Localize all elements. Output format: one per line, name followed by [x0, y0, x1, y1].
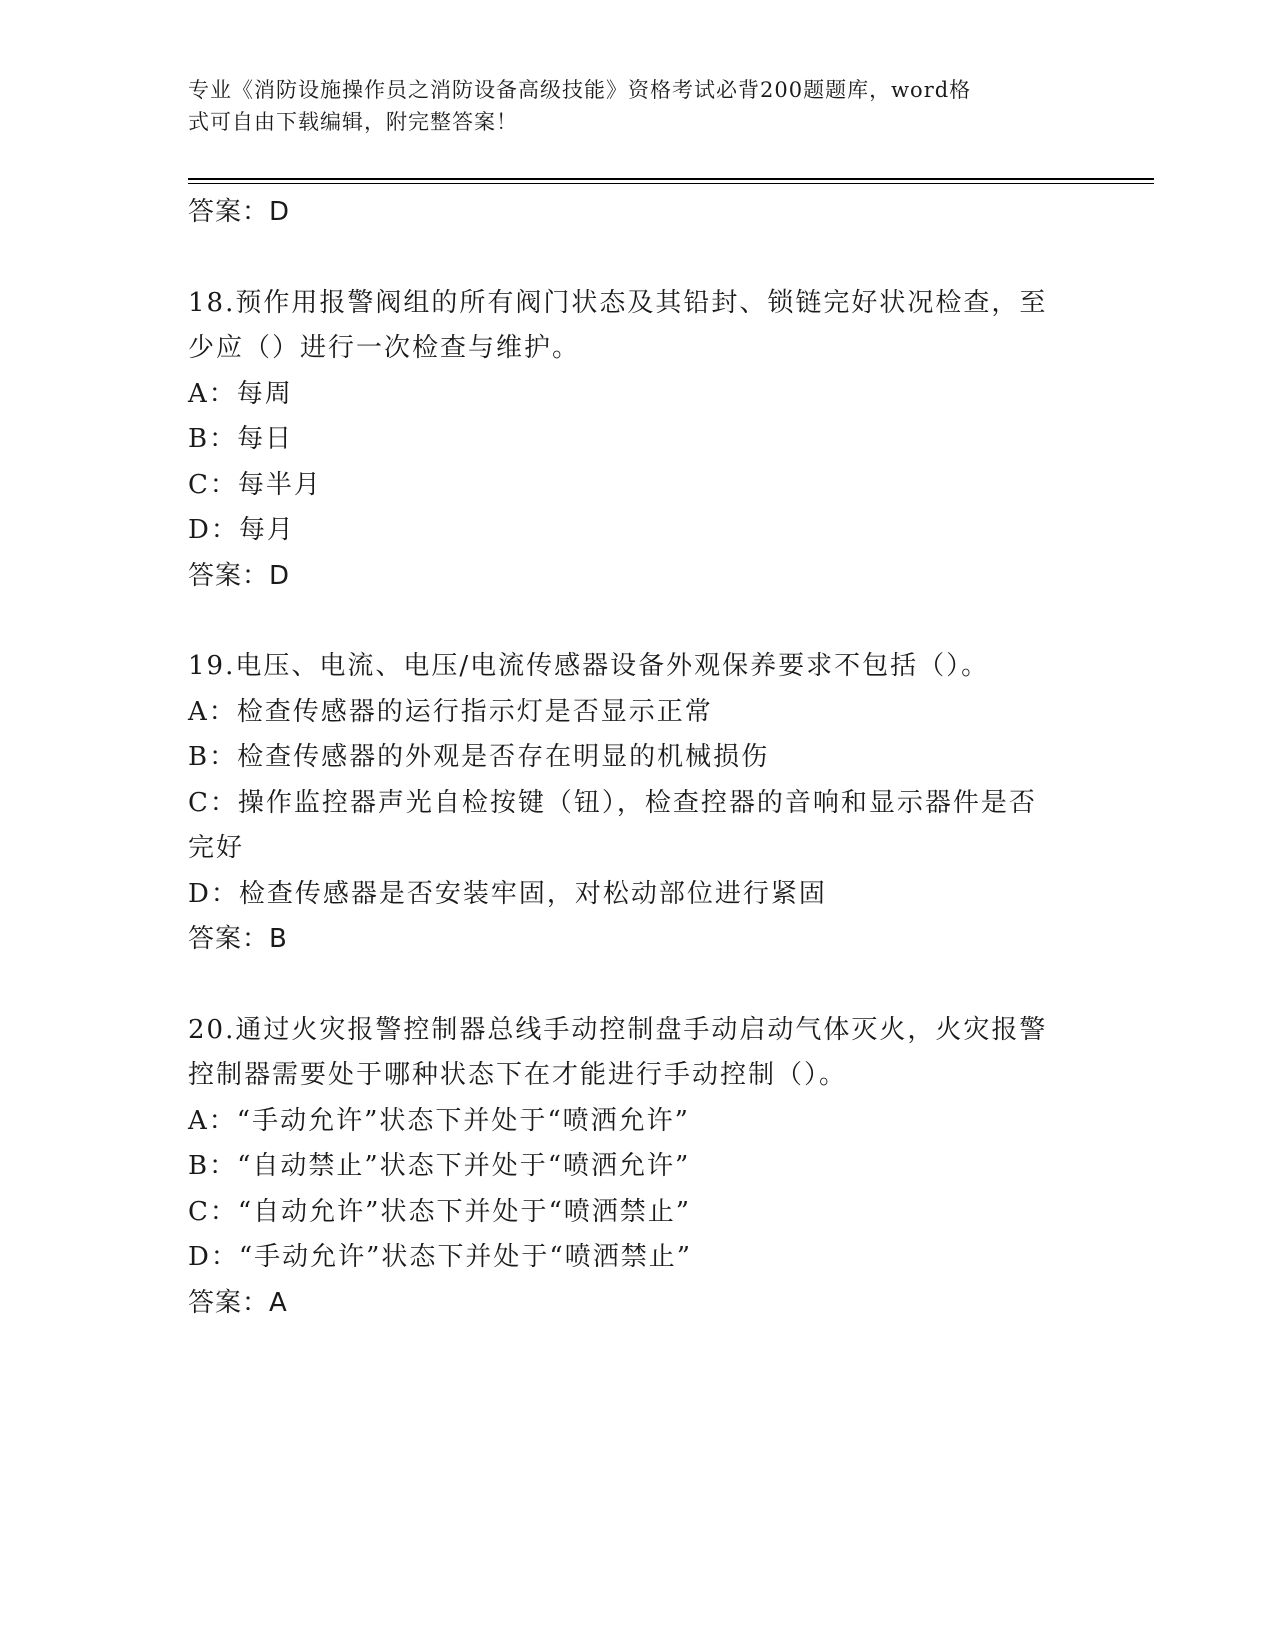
- option-b: B：检查传感器的外观是否存在明显的机械损伤: [188, 742, 770, 772]
- option-d: D：检查传感器是否安装牢固，对松动部位进行紧固: [188, 878, 827, 909]
- question-block: [188, 1008, 1088, 1327]
- document-header: [188, 74, 1068, 138]
- option-d: D：“手动允许”状态下并处于“喷洒禁止”: [188, 1242, 693, 1272]
- option-b: B：每日: [188, 424, 294, 454]
- answer-line: 答案：A: [188, 1287, 288, 1318]
- header-rule: [188, 178, 1154, 180]
- option-c: C：操作监控器声光自检按键（钮），检查控器的音响和显示器件是否: [188, 787, 1037, 818]
- answer-line: 答案：D: [188, 560, 291, 591]
- spacer: [188, 599, 1088, 644]
- document-body: [188, 190, 1088, 1326]
- option-b: B：“自动禁止”状态下并处于“喷洒允许”: [188, 1151, 691, 1181]
- answer-line: 答案：D: [188, 197, 291, 227]
- question-stem: 19.电压、电流、电压/电流传感器设备外观保养要求不包括（）。: [188, 651, 990, 681]
- header-line: 式可自由下载编辑，附完整答案！: [188, 110, 518, 134]
- question-stem: 控制器需要处于哪种状态下在才能进行手动控制（）。: [188, 1060, 848, 1090]
- question-stem: 20.通过火灾报警控制器总线手动控制盘手动启动气体灭火，火灾报警: [188, 1014, 1048, 1045]
- option-c: C：每半月: [188, 469, 322, 500]
- header-line: 专业《消防设施操作员之消防设备高级技能》资格考试必背200题题库，word格: [188, 78, 972, 102]
- spacer: [188, 963, 1088, 1008]
- option-a: A：每周: [188, 378, 293, 409]
- option-c: C：“自动允许”状态下并处于“喷洒禁止”: [188, 1196, 692, 1227]
- question-block: [188, 644, 1088, 963]
- option-d: D：每月: [188, 515, 295, 545]
- header-rule-thin: [188, 183, 1154, 184]
- option-a: A：检查传感器的运行指示灯是否显示正常: [188, 696, 713, 727]
- option-a: A：“手动允许”状态下并处于“喷洒允许”: [188, 1105, 690, 1136]
- answer-line: 答案：B: [188, 924, 288, 954]
- question-stem: 少应（）进行一次检查与维护。: [188, 333, 581, 363]
- question-stem: 18.预作用报警阀组的所有阀门状态及其铅封、锁链完好状况检查，至: [188, 287, 1048, 318]
- spacer: [188, 236, 1088, 281]
- option-c-continued: 完好: [188, 833, 245, 863]
- question-block: [188, 281, 1088, 600]
